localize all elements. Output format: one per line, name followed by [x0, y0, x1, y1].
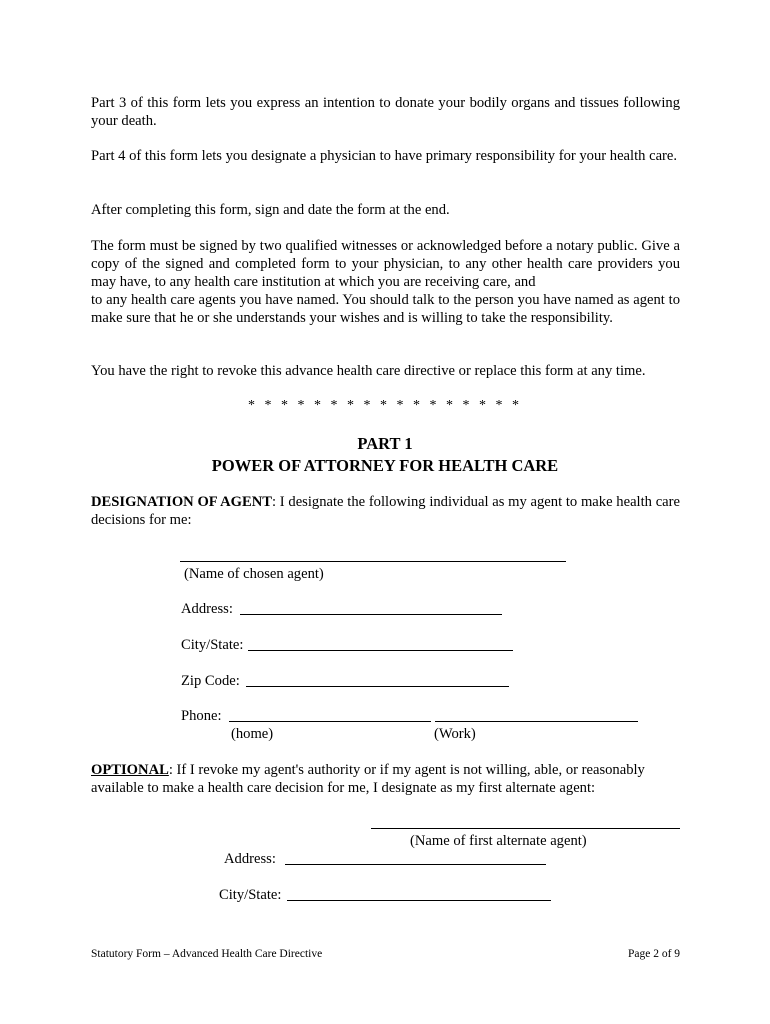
- footer-form-title: Statutory Form – Advanced Health Care Directive: [91, 948, 323, 960]
- alternate-city-state-label: City/State:: [219, 887, 282, 903]
- agent-phone-home-caption: (home): [231, 726, 274, 742]
- agent-zip-line[interactable]: [246, 686, 509, 687]
- agent-phone-work-caption: (Work): [434, 726, 476, 742]
- designation-text: : I designate the following individual as my agent to make health care decisions for me:: [91, 494, 680, 528]
- alternate-address-label: Address:: [224, 851, 276, 867]
- footer-page-number: Page 2 of 9: [628, 948, 681, 960]
- optional-paragraph: [91, 761, 680, 797]
- alternate-name-caption: (Name of first alternate agent): [410, 833, 587, 849]
- intro-witness-text-a: The form must be signed by two qualified witnesses or acknowledged before a notary public. Give a copy of the signed and completed form to your physician, to any other health care providers you may have, to any health care institution at which you are receiving care, and: [91, 238, 680, 290]
- agent-name-caption: (Name of chosen agent): [184, 566, 324, 582]
- agent-zip-label: Zip Code:: [181, 673, 240, 689]
- intro-revoke-paragraph: You have the right to revoke this advance health care directive or replace this form at any time.: [91, 363, 646, 379]
- optional-text: : If I revoke my agent's authority or if my agent is not willing, able, or reasonably available to make a health care decision for me, I designate as my first alternate agent:: [91, 762, 645, 796]
- part1-subtitle: POWER OF ATTORNEY FOR HEALTH CARE: [211, 456, 559, 475]
- alternate-city-state-line[interactable]: [287, 900, 551, 901]
- part1-title: PART 1: [357, 434, 413, 453]
- agent-phone-work-line[interactable]: [435, 721, 638, 722]
- agent-phone-label: Phone:: [181, 708, 222, 724]
- agent-city-state-line[interactable]: [248, 650, 513, 651]
- agent-phone-home-line[interactable]: [229, 721, 431, 722]
- agent-address-line[interactable]: [240, 614, 502, 615]
- agent-address-label: Address:: [181, 601, 233, 617]
- optional-label: OPTIONAL: [91, 762, 169, 778]
- designation-label: DESIGNATION OF AGENT: [91, 494, 273, 510]
- intro-witness-paragraph: [91, 237, 680, 327]
- intro-witness-text-b: to any health care agents you have named. You should talk to the person you have named as agent to make sure that he or she understands your wishes and is willing to take the responsibility.: [91, 292, 680, 326]
- intro-signing-paragraph: After completing this form, sign and date the form at the end.: [91, 202, 450, 218]
- section-separator: * * * * * * * * * * * * * * * * *: [248, 398, 522, 413]
- agent-city-state-label: City/State:: [181, 637, 244, 653]
- alternate-name-line[interactable]: [371, 828, 680, 829]
- agent-name-line[interactable]: [180, 561, 566, 562]
- alternate-address-line[interactable]: [285, 864, 546, 865]
- intro-part4-paragraph: Part 4 of this form lets you designate a physician to have primary responsibility for your health care.: [91, 148, 678, 164]
- designation-paragraph: [91, 493, 680, 529]
- intro-part3-paragraph: Part 3 of this form lets you express an intention to donate your bodily organs and tissues following your death.: [91, 95, 680, 129]
